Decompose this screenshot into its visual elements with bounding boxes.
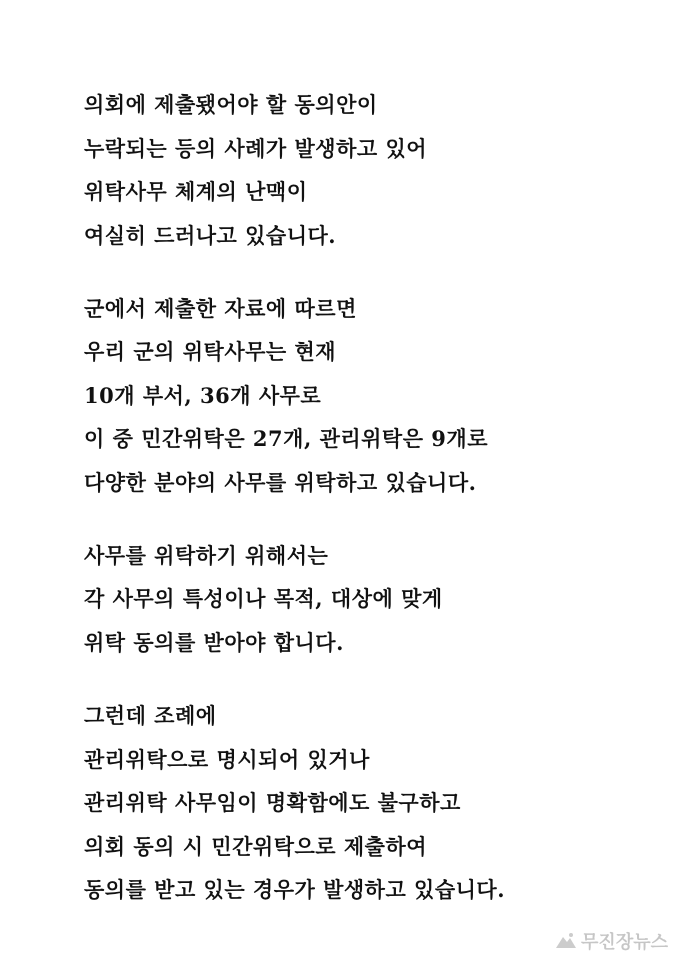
- text-line: 의회에 제출됐어야 할 동의안이: [84, 92, 378, 117]
- text-line: 동의를 받고 있는 경우가 발생하고 있습니다.: [84, 877, 506, 902]
- text-line: 위탁 동의를 받아야 합니다.: [84, 630, 344, 655]
- text-line: 누락되는 등의 사례가 발생하고 있어: [84, 136, 428, 161]
- text-line: 우리 군의 위탁사무는 현재: [84, 339, 337, 364]
- watermark: [555, 928, 668, 954]
- text-line: 사무를 위탁하기 위해서는: [84, 543, 329, 568]
- text-line: 10개 부서, 36개 사무로: [84, 383, 322, 408]
- text-line: 그런데 조례에: [84, 703, 217, 728]
- watermark-text: 무진장뉴스: [581, 932, 668, 953]
- mountain-logo-icon: [555, 932, 577, 950]
- text-line: 군에서 제출한 자료에 따르면: [84, 296, 357, 321]
- text-line: 다양한 분야의 사무를 위탁하고 있습니다.: [84, 470, 477, 495]
- text-line: 관리위탁으로 명시되어 있거나: [84, 747, 370, 772]
- text-line: 이 중 민간위탁은 27개, 관리위탁은 9개로: [84, 426, 488, 451]
- text-line: 각 사무의 특성이나 목적, 대상에 맞게: [84, 586, 443, 611]
- text-line: 위탁사무 체계의 난맥이: [84, 179, 308, 204]
- text-line: 여실히 드러나고 있습니다.: [84, 223, 337, 248]
- text-line: 의회 동의 시 민간위탁으로 제출하여: [84, 834, 428, 859]
- text-line: 관리위탁 사무임이 명확함에도 불구하고: [84, 790, 461, 815]
